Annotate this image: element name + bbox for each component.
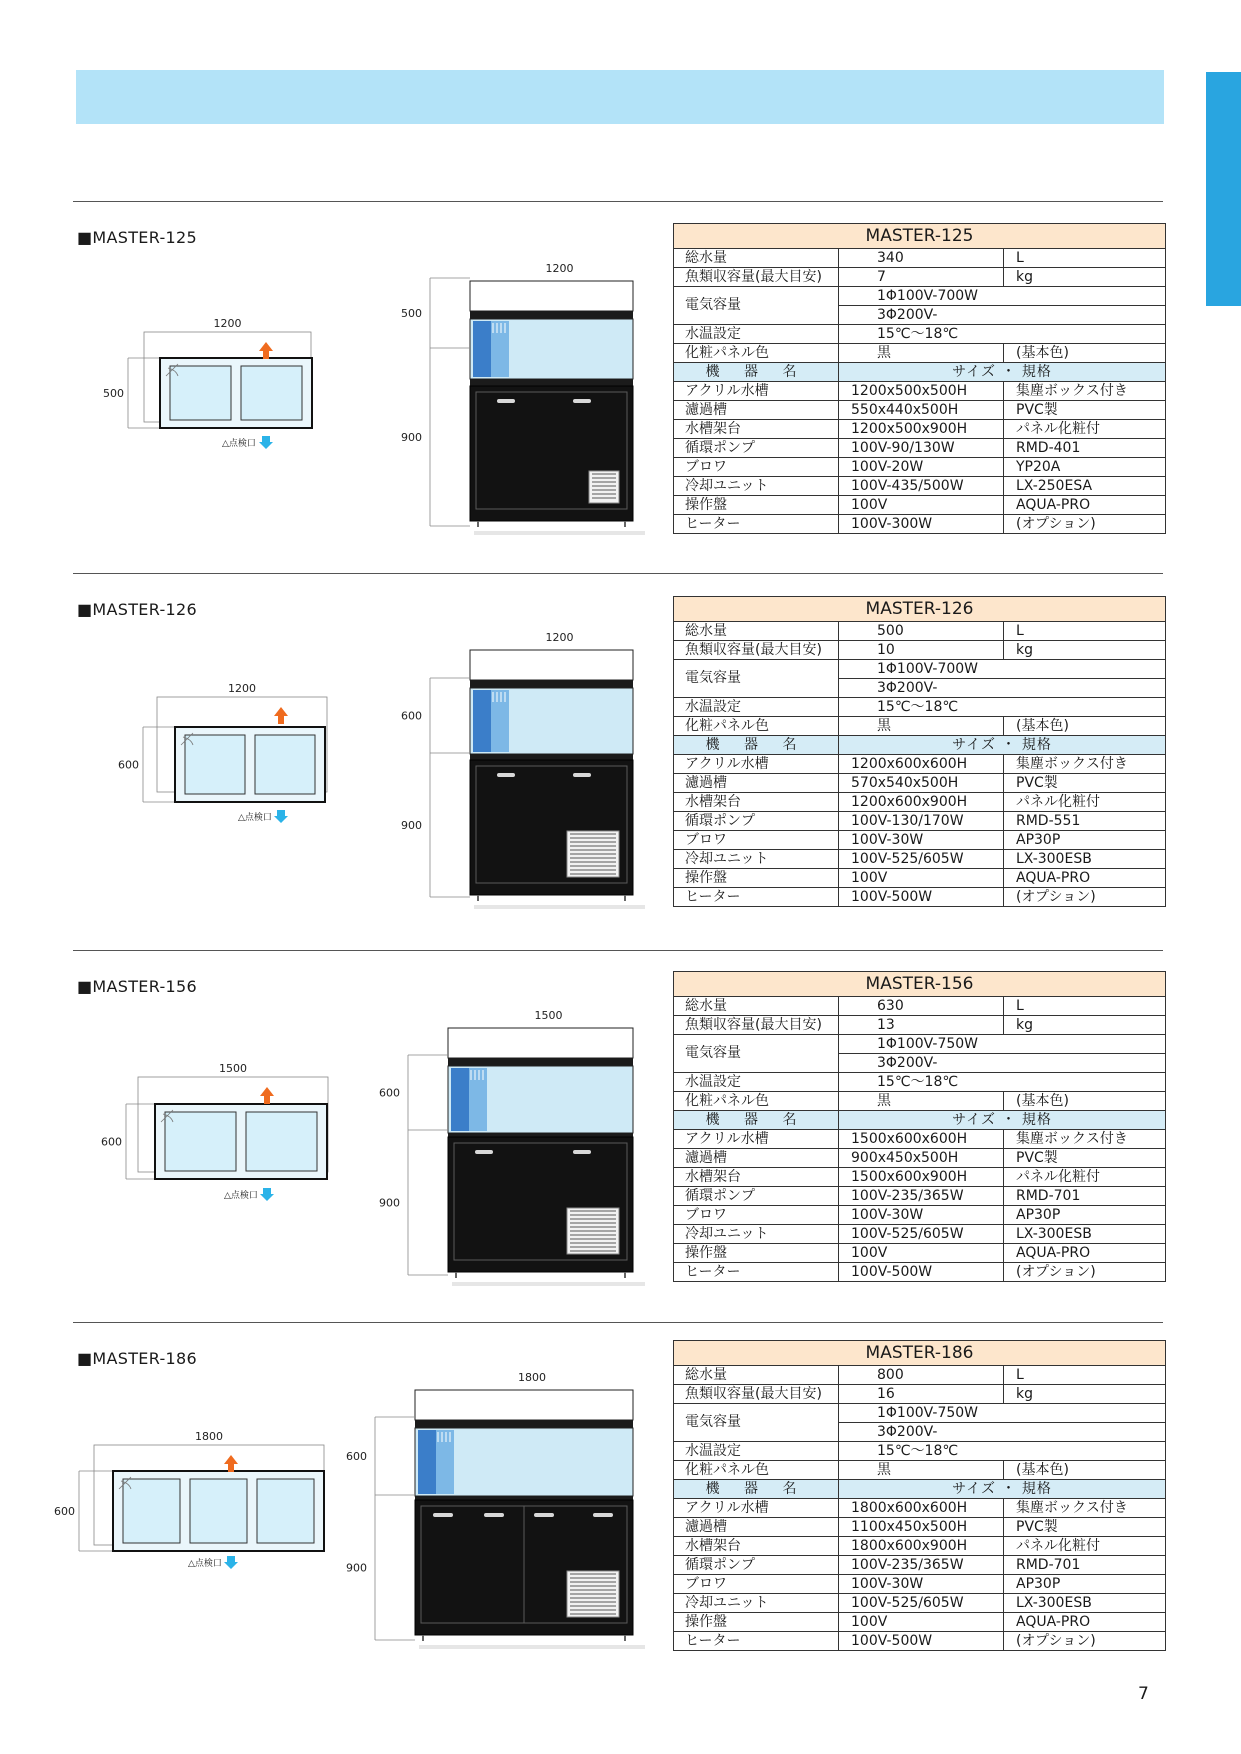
table-cell: L [1004, 1366, 1166, 1385]
equipment-name: ブロワ [674, 831, 839, 850]
equipment-name: ヒーター [674, 1263, 839, 1282]
equipment-spec: YP20A [1004, 458, 1166, 477]
plan-width-label: 1200 [213, 317, 242, 330]
table-cell: L [1004, 622, 1166, 641]
filter-chamber [451, 1068, 469, 1131]
equipment-spec: AQUA-PRO [1004, 496, 1166, 515]
equipment-spec: AQUA-PRO [1004, 869, 1166, 888]
equipment-size: 100V-130/170W [839, 812, 1004, 831]
equipment-size: 100V-30W [839, 831, 1004, 850]
equipment-size: 100V-235/365W [839, 1556, 1004, 1575]
table-cell: 7 [839, 268, 1004, 287]
stand-height-label: 900 [379, 1196, 400, 1210]
equipment-name: 操作盤 [674, 1244, 839, 1263]
equipment-name: 濾過槽 [674, 401, 839, 420]
equipment-spec: 集塵ボックス付き [1004, 755, 1166, 774]
equipment-spec: (オプション) [1004, 515, 1166, 534]
row-label: 総水量 [674, 622, 839, 641]
equipment-size: 100V-525/605W [839, 850, 1004, 869]
equipment-size: 1200x500x900H [839, 420, 1004, 439]
equipment-size: 100V [839, 1244, 1004, 1263]
equipment-size: 100V-500W [839, 888, 1004, 907]
row-label: 化粧パネル色 [674, 717, 839, 736]
equipment-spec: パネル化粧付 [1004, 1168, 1166, 1187]
inlet-arrow-icon [224, 1556, 238, 1569]
equipment-size: 100V-30W [839, 1206, 1004, 1225]
page-number: 7 [1138, 1684, 1149, 1704]
row-label: 総水量 [674, 249, 839, 268]
stand-height-label: 900 [401, 431, 422, 444]
row-label: 化粧パネル色 [674, 344, 839, 363]
equipment-size: 100V [839, 1613, 1004, 1632]
plan-compartment [257, 1479, 314, 1543]
equipment-spec: 集塵ボックス付き [1004, 382, 1166, 401]
inspection-port-label: △点検口 [188, 1559, 222, 1569]
table-cell: 3Φ200V- [839, 679, 1166, 698]
table-cell: 340 [839, 249, 1004, 268]
table-cell: kg [1004, 268, 1166, 287]
tank-height-label: 500 [401, 307, 422, 320]
inspection-port-label: △点検口 [224, 1191, 258, 1201]
table-cell: 1Φ100V-700W [839, 287, 1166, 306]
outlet-arrow-icon [259, 342, 273, 359]
equipment-spec: 集塵ボックス付き [1004, 1499, 1166, 1518]
tank-height-label: 600 [401, 709, 422, 723]
door-handle [484, 1513, 504, 1517]
plan-compartment [170, 366, 231, 420]
plan-depth-label: 600 [101, 1135, 122, 1149]
table-cell: (基本色) [1004, 344, 1166, 363]
table-cell: 15℃～18℃ [839, 1442, 1166, 1461]
table-cell: 10 [839, 641, 1004, 660]
door-handle [497, 773, 515, 777]
equipment-name: ヒーター [674, 515, 839, 534]
equipment-name: 循環ポンプ [674, 1187, 839, 1206]
table-cell: 黒 [839, 717, 1004, 736]
equipment-name: 循環ポンプ [674, 439, 839, 458]
hood-frame [448, 1058, 633, 1066]
equipment-size: 100V [839, 869, 1004, 888]
elevation-width-label: 1800 [518, 1371, 546, 1384]
elevation-width-label: 1200 [545, 631, 574, 644]
table-cell: kg [1004, 1385, 1166, 1404]
outlet-arrow-icon [260, 1087, 274, 1104]
equipment-name: 循環ポンプ [674, 1556, 839, 1575]
equipment-name: 水槽架台 [674, 1168, 839, 1187]
row-label: 魚類収容量(最大目安) [674, 1016, 839, 1035]
row-label: 電気容量 [674, 660, 839, 698]
equipment-spec: (オプション) [1004, 1263, 1166, 1282]
column-header: 機 器 名 [674, 1480, 839, 1499]
table-cell: kg [1004, 641, 1166, 660]
equipment-name: 操作盤 [674, 1613, 839, 1632]
equipment-spec: RMD-401 [1004, 439, 1166, 458]
tank-height-label: 600 [346, 1450, 367, 1463]
door-handle [573, 1150, 591, 1154]
row-label: 水温設定 [674, 325, 839, 344]
table-model-name: MASTER-125 [674, 224, 1166, 249]
equipment-size: 100V-90/130W [839, 439, 1004, 458]
row-label: 魚類収容量(最大目安) [674, 641, 839, 660]
equipment-spec: RMD-551 [1004, 812, 1166, 831]
tank-height-label: 600 [379, 1086, 400, 1100]
equipment-size: 550x440x500H [839, 401, 1004, 420]
equipment-name: アクリル水槽 [674, 382, 839, 401]
equipment-spec: LX-300ESB [1004, 1225, 1166, 1244]
hood-panel [470, 650, 633, 680]
equipment-spec: (オプション) [1004, 888, 1166, 907]
table-cell: 16 [839, 1385, 1004, 1404]
hood-panel [448, 1028, 633, 1058]
column-header: 機 器 名 [674, 1111, 839, 1130]
equipment-name: 水槽架台 [674, 793, 839, 812]
column-header: 機 器 名 [674, 363, 839, 382]
equipment-name: 操作盤 [674, 869, 839, 888]
equipment-size: 100V-235/365W [839, 1187, 1004, 1206]
table-cell: (基本色) [1004, 1092, 1166, 1111]
stand-height-label: 900 [346, 1561, 367, 1575]
equipment-size: 1200x600x600H [839, 755, 1004, 774]
equipment-size: 1800x600x900H [839, 1537, 1004, 1556]
table-cell: 黒 [839, 344, 1004, 363]
inspection-port-label: △点検口 [238, 813, 272, 823]
row-label: 水温設定 [674, 1073, 839, 1092]
plan-depth-label: 600 [118, 758, 139, 772]
hood-frame [470, 311, 633, 319]
row-label: 総水量 [674, 1366, 839, 1385]
equipment-spec: LX-250ESA [1004, 477, 1166, 496]
equipment-size: 570x540x500H [839, 774, 1004, 793]
equipment-spec: AQUA-PRO [1004, 1613, 1166, 1632]
equipment-name: ヒーター [674, 1632, 839, 1651]
equipment-name: 冷却ユニット [674, 1225, 839, 1244]
equipment-spec: PVC製 [1004, 1518, 1166, 1537]
filter-chamber [473, 321, 491, 377]
equipment-size: 1100x450x500H [839, 1518, 1004, 1537]
table-model-name: MASTER-156 [674, 972, 1166, 997]
column-header: サイズ ・ 規格 [839, 1111, 1166, 1130]
table-cell: 1Φ100V-750W [839, 1035, 1166, 1054]
column-header: サイズ ・ 規格 [839, 736, 1166, 755]
equipment-size: 100V-500W [839, 1263, 1004, 1282]
table-cell: 15℃～18℃ [839, 325, 1166, 344]
row-label: 化粧パネル色 [674, 1461, 839, 1480]
equipment-spec: LX-300ESB [1004, 850, 1166, 869]
model-title: ■MASTER-156 [77, 977, 197, 996]
equipment-spec: RMD-701 [1004, 1556, 1166, 1575]
door-handle [573, 399, 591, 403]
table-cell: 15℃～18℃ [839, 698, 1166, 717]
row-label: 水温設定 [674, 1442, 839, 1461]
table-cell: 13 [839, 1016, 1004, 1035]
door-handle [534, 1513, 554, 1517]
column-header: サイズ ・ 規格 [839, 363, 1166, 382]
equipment-name: ブロワ [674, 1206, 839, 1225]
equipment-spec: 集塵ボックス付き [1004, 1130, 1166, 1149]
door-handle [573, 773, 591, 777]
row-label: 総水量 [674, 997, 839, 1016]
equipment-name: ブロワ [674, 458, 839, 477]
inlet-arrow-icon [274, 810, 288, 823]
filter-chamber [491, 690, 509, 752]
equipment-name: 濾過槽 [674, 1149, 839, 1168]
table-cell: 黒 [839, 1092, 1004, 1111]
equipment-name: ブロワ [674, 1575, 839, 1594]
filter-chamber [418, 1430, 436, 1494]
row-label: 電気容量 [674, 287, 839, 325]
table-cell: 3Φ200V- [839, 1423, 1166, 1442]
filter-chamber [491, 321, 509, 377]
equipment-spec: PVC製 [1004, 1149, 1166, 1168]
table-cell: 黒 [839, 1461, 1004, 1480]
stand-height-label: 900 [401, 819, 422, 832]
equipment-spec: PVC製 [1004, 774, 1166, 793]
hood-panel [415, 1390, 633, 1420]
row-label: 電気容量 [674, 1404, 839, 1442]
table-model-name: MASTER-126 [674, 597, 1166, 622]
equipment-size: 100V-525/605W [839, 1225, 1004, 1244]
equipment-spec: AP30P [1004, 831, 1166, 850]
plan-depth-label: 500 [103, 387, 124, 400]
equipment-name: 濾過槽 [674, 774, 839, 793]
column-header: 機 器 名 [674, 736, 839, 755]
plan-width-label: 1500 [219, 1062, 247, 1075]
hood-panel [470, 281, 633, 311]
equipment-name: ヒーター [674, 888, 839, 907]
equipment-name: アクリル水槽 [674, 1130, 839, 1149]
equipment-size: 1200x500x500H [839, 382, 1004, 401]
elevation-width-label: 1500 [534, 1009, 563, 1022]
equipment-spec: パネル化粧付 [1004, 420, 1166, 439]
outlet-arrow-icon [224, 1455, 238, 1472]
row-label: 魚類収容量(最大目安) [674, 1385, 839, 1404]
equipment-size: 1500x600x600H [839, 1130, 1004, 1149]
equipment-size: 100V [839, 496, 1004, 515]
equipment-name: 濾過槽 [674, 1518, 839, 1537]
equipment-size: 100V-435/500W [839, 477, 1004, 496]
equipment-size: 1800x600x600H [839, 1499, 1004, 1518]
table-cell: 3Φ200V- [839, 306, 1166, 325]
table-model-name: MASTER-186 [674, 1341, 1166, 1366]
equipment-spec: パネル化粧付 [1004, 793, 1166, 812]
row-label: 魚類収容量(最大目安) [674, 268, 839, 287]
table-cell: 1Φ100V-700W [839, 660, 1166, 679]
outlet-arrow-icon [274, 707, 288, 724]
model-title: ■MASTER-186 [77, 1349, 197, 1368]
equipment-name: 循環ポンプ [674, 812, 839, 831]
equipment-size: 900x450x500H [839, 1149, 1004, 1168]
equipment-size: 1200x600x900H [839, 793, 1004, 812]
equipment-size: 100V-525/605W [839, 1594, 1004, 1613]
equipment-spec: AQUA-PRO [1004, 1244, 1166, 1263]
table-cell: (基本色) [1004, 717, 1166, 736]
equipment-size: 100V-300W [839, 515, 1004, 534]
equipment-spec: LX-300ESB [1004, 1594, 1166, 1613]
equipment-size: 1500x600x900H [839, 1168, 1004, 1187]
equipment-name: 水槽架台 [674, 1537, 839, 1556]
equipment-name: 水槽架台 [674, 420, 839, 439]
model-title: ■MASTER-125 [77, 228, 197, 247]
equipment-name: アクリル水槽 [674, 1499, 839, 1518]
filter-chamber [469, 1068, 487, 1131]
equipment-size: 100V-500W [839, 1632, 1004, 1651]
equipment-spec: PVC製 [1004, 401, 1166, 420]
table-cell: 500 [839, 622, 1004, 641]
plan-depth-label: 600 [54, 1505, 75, 1518]
table-cell: L [1004, 997, 1166, 1016]
table-cell: L [1004, 249, 1166, 268]
inlet-arrow-icon [259, 436, 273, 449]
door-handle [475, 1150, 493, 1154]
hood-frame [415, 1420, 633, 1428]
inspection-port-label: △点検口 [222, 439, 256, 449]
plan-compartment [165, 1112, 236, 1171]
equipment-name: アクリル水槽 [674, 755, 839, 774]
plan-compartment [190, 1479, 247, 1543]
equipment-spec: AP30P [1004, 1575, 1166, 1594]
table-cell: 3Φ200V- [839, 1054, 1166, 1073]
row-label: 電気容量 [674, 1035, 839, 1073]
equipment-name: 冷却ユニット [674, 1594, 839, 1613]
inlet-arrow-icon [260, 1188, 274, 1201]
table-cell: 15℃～18℃ [839, 1073, 1166, 1092]
equipment-spec: RMD-701 [1004, 1187, 1166, 1206]
equipment-spec: AP30P [1004, 1206, 1166, 1225]
row-label: 水温設定 [674, 698, 839, 717]
equipment-name: 冷却ユニット [674, 477, 839, 496]
hood-frame [470, 680, 633, 688]
plan-width-label: 1800 [195, 1430, 223, 1443]
filter-chamber [473, 690, 491, 752]
row-label: 化粧パネル色 [674, 1092, 839, 1111]
table-cell: 630 [839, 997, 1004, 1016]
equipment-size: 100V-20W [839, 458, 1004, 477]
table-cell: 800 [839, 1366, 1004, 1385]
plan-compartment [185, 735, 245, 794]
model-title: ■MASTER-126 [77, 600, 197, 619]
table-cell: (基本色) [1004, 1461, 1166, 1480]
door-handle [593, 1513, 613, 1517]
column-header: サイズ ・ 規格 [839, 1480, 1166, 1499]
equipment-size: 100V-30W [839, 1575, 1004, 1594]
plan-compartment [246, 1112, 317, 1171]
equipment-name: 冷却ユニット [674, 850, 839, 869]
filter-chamber [436, 1430, 454, 1494]
plan-compartment [241, 366, 302, 420]
table-cell: kg [1004, 1016, 1166, 1035]
equipment-name: 操作盤 [674, 496, 839, 515]
door-handle [433, 1513, 453, 1517]
plan-compartment [123, 1479, 180, 1543]
equipment-spec: (オプション) [1004, 1632, 1166, 1651]
elevation-width-label: 1200 [545, 262, 574, 275]
equipment-spec: パネル化粧付 [1004, 1537, 1166, 1556]
door-handle [497, 399, 515, 403]
plan-compartment [255, 735, 315, 794]
plan-width-label: 1200 [228, 682, 256, 695]
table-cell: 1Φ100V-750W [839, 1404, 1166, 1423]
